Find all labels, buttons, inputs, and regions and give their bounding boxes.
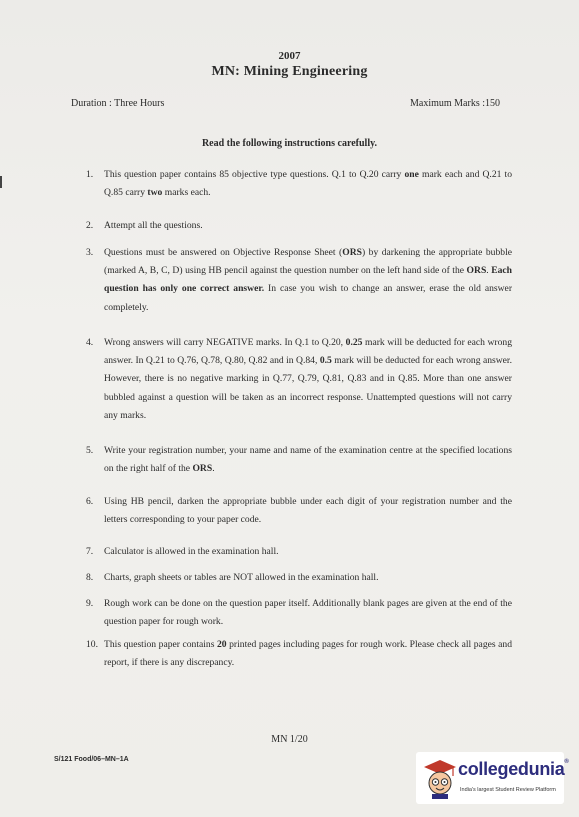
instruction-number: 1. <box>86 169 94 180</box>
instruction-3 <box>86 244 512 317</box>
instruction-text: Calculator is allowed in the examination hall. <box>104 546 279 557</box>
instruction-number: 8. <box>86 572 94 583</box>
instruction-number: 5. <box>86 445 94 456</box>
instruction-text: Attempt all the questions. <box>104 220 203 231</box>
duration-label: Duration : Three Hours <box>71 98 165 109</box>
watermark-name: collegedunia® <box>458 759 569 779</box>
instruction-text: This question paper contains 20 printed pages including pages for rough work. Please check all pages and report, if there is any discrepancy. <box>104 639 512 669</box>
instruction-text: Questions must be answered on Objective Response Sheet (ORS) by darkening the appropriate bubble (marked A, B, C, D) using HB pencil against the question number on the left hand side of the ORS. Each question has only one correct answer. In case you wish to change an answer, erase the old answer completely. <box>104 247 513 313</box>
paper-title: MN: Mining Engineering <box>211 64 368 79</box>
instruction-text: Rough work can be done on the question paper itself. Additionally blank pages are given at the end of the question paper for rough work. <box>104 598 512 628</box>
student-mascot-icon <box>422 758 458 800</box>
instruction-9 <box>86 595 512 631</box>
paper-code: S/121 Food/06–MN–1A <box>54 756 129 763</box>
instruction-text: This question paper contains 85 objective type questions. Q.1 to Q.20 carry one mark each and Q.21 to Q.85 carry two marks each. <box>104 169 513 199</box>
instruction-number: 10. <box>86 639 98 650</box>
page-number: MN 1/20 <box>271 734 308 745</box>
exam-year: 2007 <box>278 50 301 62</box>
instruction-number: 6. <box>86 496 94 507</box>
instruction-2 <box>86 217 512 235</box>
instruction-10 <box>86 636 512 672</box>
collegedunia-watermark <box>416 752 569 804</box>
instruction-8 <box>86 569 512 587</box>
instruction-5 <box>86 442 512 478</box>
instruction-number: 7. <box>86 546 94 557</box>
instructions-heading: Read the following instructions carefully. <box>201 138 378 149</box>
instruction-4 <box>86 334 512 425</box>
scan-edge-mark <box>0 176 2 188</box>
instruction-number: 3. <box>86 247 94 258</box>
instruction-text: Charts, graph sheets or tables are NOT allowed in the examination hall. <box>104 572 379 583</box>
instruction-text: Using HB pencil, darken the appropriate bubble under each digit of your registration number and the letters corresponding to your paper code. <box>104 496 512 526</box>
watermark-tagline: India's largest Student Review Platform <box>460 787 556 793</box>
instruction-7 <box>86 543 512 561</box>
instruction-text: Wrong answers will carry NEGATIVE marks. In Q.1 to Q.20, 0.25 mark will be deducted for each wrong answer. In Q.21 to Q.76, Q.78, Q.80, Q.82 and in Q.84, 0.5 mark will be deducted for each wrong answer. However, there is no negative marking in Q.77, Q.79, Q.81, Q.83 and in Q.85. More than one answer bubbled against a question will be taken as an incorrect response. Unattempted questions will not carry any marks. <box>104 337 513 421</box>
instruction-number: 2. <box>86 220 94 231</box>
instruction-number: 9. <box>86 598 94 609</box>
instruction-number: 4. <box>86 337 94 348</box>
instruction-text: Write your registration number, your name and name of the examination centre at the specified locations on the right half of the ORS. <box>104 445 512 475</box>
instruction-6 <box>86 493 512 529</box>
maximum-marks-label: Maximum Marks :150 <box>410 98 500 109</box>
instruction-1 <box>86 166 512 202</box>
